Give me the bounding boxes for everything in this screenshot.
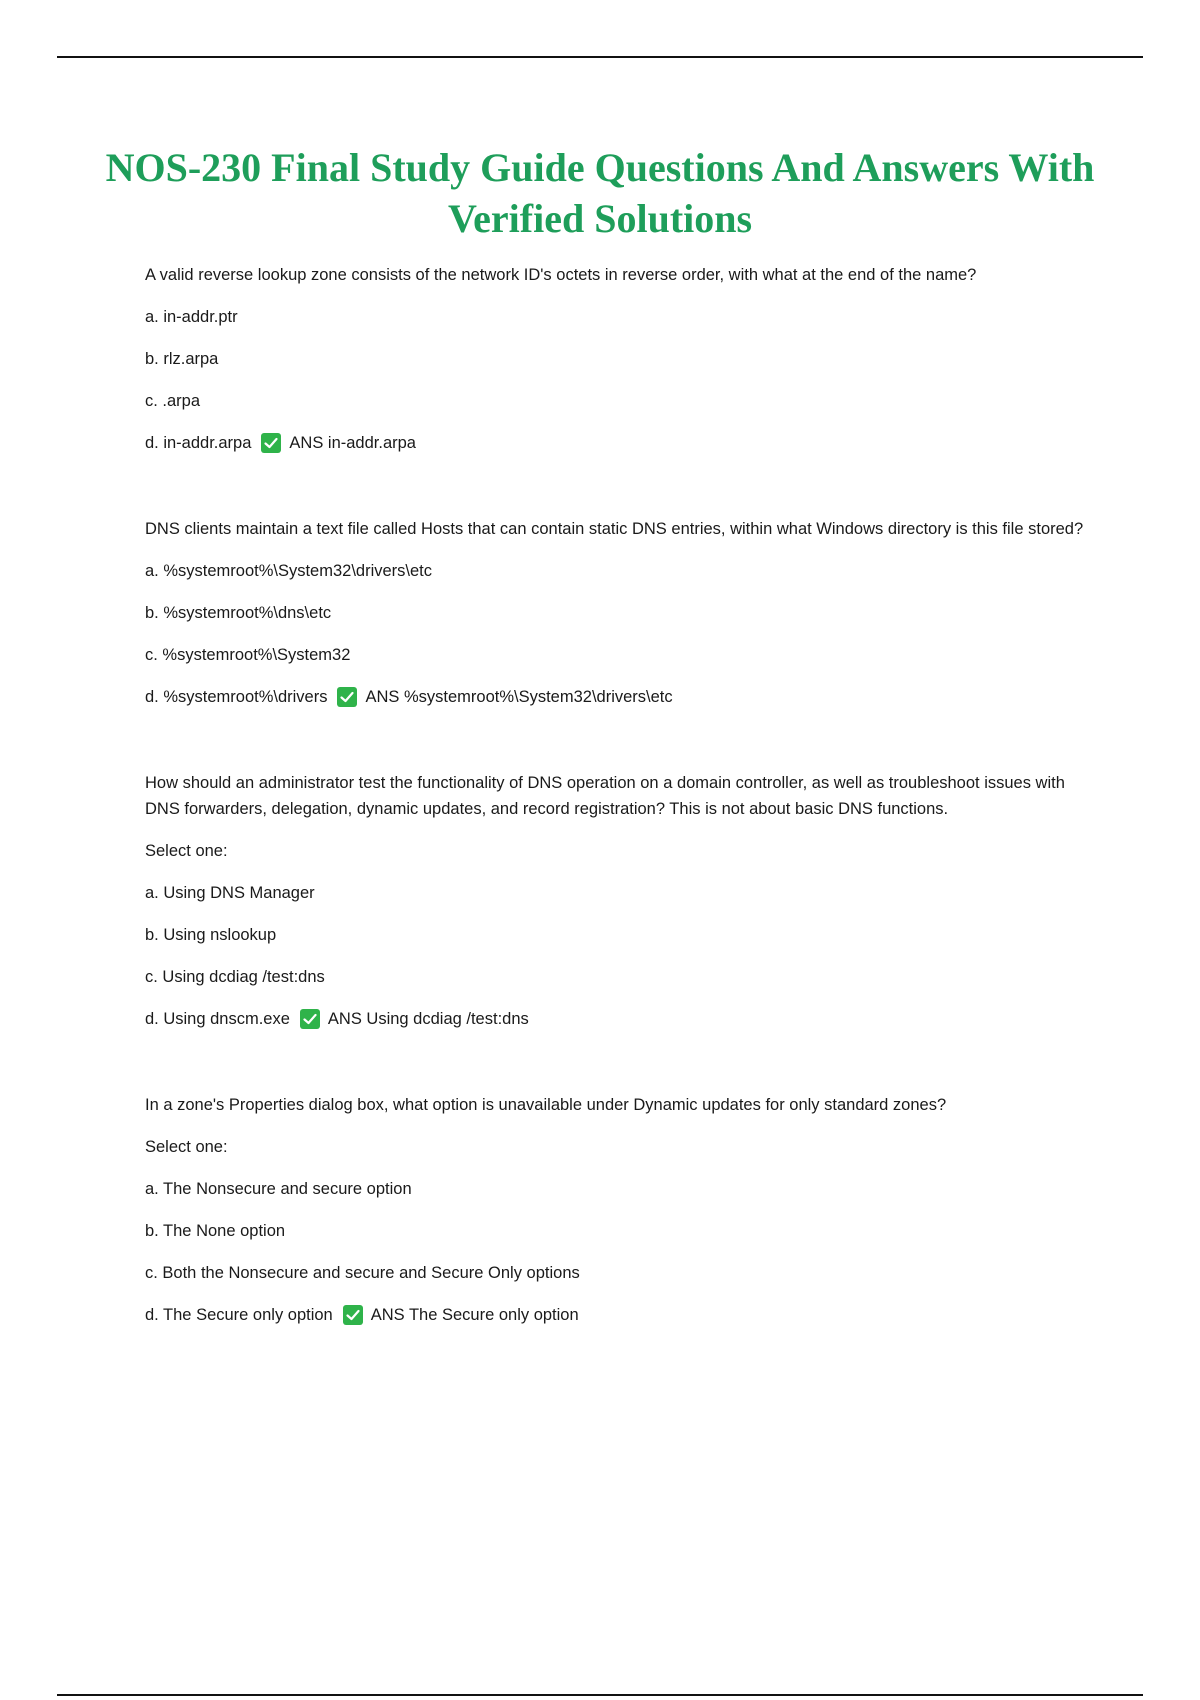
answer-text: ANS The Secure only option <box>370 1306 579 1324</box>
option-c: c. %systemroot%\System32 <box>145 646 351 664</box>
option-a: a. %systemroot%\System32\drivers\etc <box>145 562 433 580</box>
question-4 <box>145 1092 1085 1328</box>
select-one-label: Select one: <box>145 1138 228 1156</box>
answer-text: ANS in-addr.arpa <box>289 434 416 452</box>
question-3 <box>145 770 1085 1032</box>
answer-text: ANS Using dcdiag /test:dns <box>327 1010 529 1028</box>
option-c: c. .arpa <box>145 392 201 410</box>
question-text: How should an administrator test the functionality of DNS operation on a domain controller, as well as troubleshoot issues with DNS forwarders, delegation, dynamic updates, and record registration? This is not about basic DNS functions. <box>145 774 1070 818</box>
option-b: b. Using nslookup <box>145 926 277 944</box>
option-d: d. %systemroot%\drivers <box>145 688 328 706</box>
option-a: a. The Nonsecure and secure option <box>145 1180 412 1198</box>
document-body <box>145 262 1085 1388</box>
question-text: A valid reverse lookup zone consists of the network ID's octets in reverse order, with what at the end of the name? <box>145 266 977 284</box>
check-mark-icon <box>300 1009 320 1029</box>
option-d-with-answer <box>145 1302 1085 1328</box>
question-text: In a zone's Properties dialog box, what option is unavailable under Dynamic updates for only standard zones? <box>145 1096 947 1114</box>
select-one-label: Select one: <box>145 842 228 860</box>
header-rule <box>57 56 1143 58</box>
question-1 <box>145 262 1085 456</box>
option-b: b. rlz.arpa <box>145 350 219 368</box>
footer-rule <box>57 1694 1143 1696</box>
option-d-with-answer <box>145 1006 1085 1032</box>
option-b: b. %systemroot%\dns\etc <box>145 604 332 622</box>
option-a: a. in-addr.ptr <box>145 308 238 326</box>
question-2 <box>145 516 1085 710</box>
option-d: d. The Secure only option <box>145 1306 333 1324</box>
option-d-with-answer <box>145 430 1085 456</box>
option-c: c. Both the Nonsecure and secure and Secure Only options <box>145 1264 580 1282</box>
option-d: d. Using dnscm.exe <box>145 1010 290 1028</box>
answer-text: ANS %systemroot%\System32\drivers\etc <box>365 688 673 706</box>
option-d-with-answer <box>145 684 1085 710</box>
document-title: NOS-230 Final Study Guide Questions And Answers With Verified Solutions <box>105 145 1095 241</box>
option-a: a. Using DNS Manager <box>145 884 315 902</box>
question-text: DNS clients maintain a text file called Hosts that can contain static DNS entries, within what Windows directory is this file stored? <box>145 520 1084 538</box>
check-mark-icon <box>337 687 357 707</box>
option-b: b. The None option <box>145 1222 286 1240</box>
check-mark-icon <box>261 433 281 453</box>
option-d: d. in-addr.arpa <box>145 434 252 452</box>
option-c: c. Using dcdiag /test:dns <box>145 968 325 986</box>
check-mark-icon <box>343 1305 363 1325</box>
